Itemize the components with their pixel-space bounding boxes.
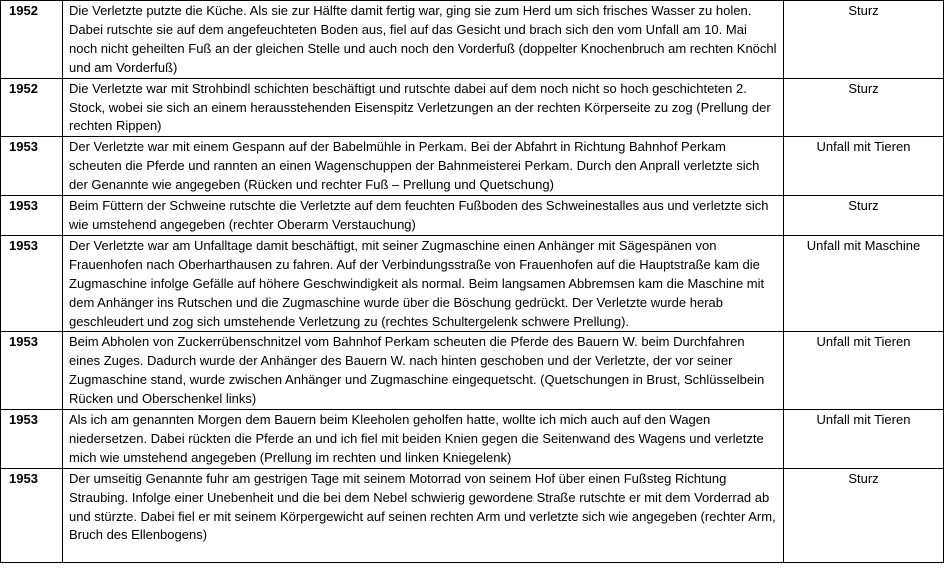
category-cell: Unfall mit Tieren: [784, 332, 944, 410]
table-row: [1, 332, 944, 410]
category-cell: Sturz: [784, 78, 944, 137]
table-row: [1, 78, 944, 137]
category-cell: Unfall mit Tieren: [784, 410, 944, 469]
year-cell: 1953: [1, 332, 63, 410]
table-row: [1, 410, 944, 469]
description-cell: Als ich am genannten Morgen dem Bauern beim Kleeholen geholfen hatte, wollte ich mich auch auf den Wagen niedersetzen. Dabei rückten die Pferde an und ich fiel mit beiden Knien gegen die Seitenwand des Wagens und verletzte mich wie umstehend angegeben (Prellung im rechten und linken Kniegelenk): [63, 410, 784, 469]
year-cell: 1953: [1, 137, 63, 196]
description-cell: Der umseitig Genannte fuhr am gestrigen Tage mit seinem Motorrad von seinem Hof über einen Fußsteg Richtung Straubing. Infolge einer Unebenheit und die bei dem Nebel schwierig gewordene Straße rutschte er mit dem Vorderrad ab und stürzte. Dabei fiel er mit seinem Körpergewicht auf seinen rechten Arm und verletzte sich wie angegeben (rechter Arm, Bruch des Ellenbogens): [63, 468, 784, 562]
year-cell: 1953: [1, 235, 63, 332]
category-cell: Unfall mit Tieren: [784, 137, 944, 196]
category-cell: Unfall mit Maschine: [784, 235, 944, 332]
year-cell: 1953: [1, 468, 63, 562]
description-cell: Die Verletzte war mit Strohbindl schichten beschäftigt und rutschte dabei auf dem noch nicht so hoch geschichteten 2. Stock, wobei sie sich an einem herausstehenden Eisenspitz Verletzungen an der rechten Körperseite zu zog (Prellung der rechten Rippen): [63, 78, 784, 137]
description-cell: Der Verletzte war am Unfalltage damit beschäftigt, mit seiner Zugmaschine einen Anhänger mit Sägespänen von Frauenhofen nach Oberharthausen zu fahren. Auf der Verbindungsstraße von Frauenhofen auf die Hauptstraße kam die Zugmaschine infolge Gefälle auf höhere Geschwindigkeit als normal. Beim langsamen Abbremsen kam die Maschine mit dem Anhänger ins Rutschen und die Zugmaschine wurde über die Böschung gedrückt. Der Verletzte wurde herab geschleudert und zog sich umstehende Verletzung zu (rechtes Schultergelenk schwere Prellung).: [63, 235, 784, 332]
table-row: [1, 468, 944, 562]
category-cell: Sturz: [784, 196, 944, 236]
table-row: [1, 196, 944, 236]
description-cell: Beim Füttern der Schweine rutschte die Verletzte auf dem feuchten Fußboden des Schweinestalles aus und verletzte sich wie umstehend angegeben (rechter Oberarm Verstauchung): [63, 196, 784, 236]
table-row: [1, 137, 944, 196]
year-cell: 1953: [1, 410, 63, 469]
year-cell: 1952: [1, 1, 63, 79]
category-cell: Sturz: [784, 468, 944, 562]
description-cell: Der Verletzte war mit einem Gespann auf der Babelmühle in Perkam. Bei der Abfahrt in Richtung Bahnhof Perkam scheuten die Pferde und rannten an einen Wagenschuppen der Bahnmeisterei Perkam. Durch den Anprall verletzte sich der Genannte wie angegeben (Rücken und rechter Fuß – Prellung und Quetschung): [63, 137, 784, 196]
year-cell: 1952: [1, 78, 63, 137]
table-row: [1, 1, 944, 79]
table-row: [1, 235, 944, 332]
description-cell: Die Verletzte putzte die Küche. Als sie zur Hälfte damit fertig war, ging sie zum Herd um sich frisches Wasser zu holen. Dabei rutschte sie auf dem angefeuchteten Boden aus, fiel auf das Gesicht und brach sich den vom Unfall am 10. Mai noch nicht geheilten Fuß an der gleichen Stelle und auch noch den Vorderfuß (doppelter Knochenbruch am rechten Knöchl und am Vorderfuß): [63, 1, 784, 79]
category-cell: Sturz: [784, 1, 944, 79]
description-cell: Beim Abholen von Zuckerrübenschnitzel vom Bahnhof Perkam scheuten die Pferde des Bauern W. beim Durchfahren eines Zuges. Dadurch wurde der Anhänger des Bauern W. nach hinten geschoben und der Verletzte, der vor seiner Zugmaschine stand, wurde zwischen Anhänger und Zugmaschine eingequetscht. (Quetschungen in Brust, Schlüsselbein Rücken und Oberschenkel links): [63, 332, 784, 410]
year-cell: 1953: [1, 196, 63, 236]
